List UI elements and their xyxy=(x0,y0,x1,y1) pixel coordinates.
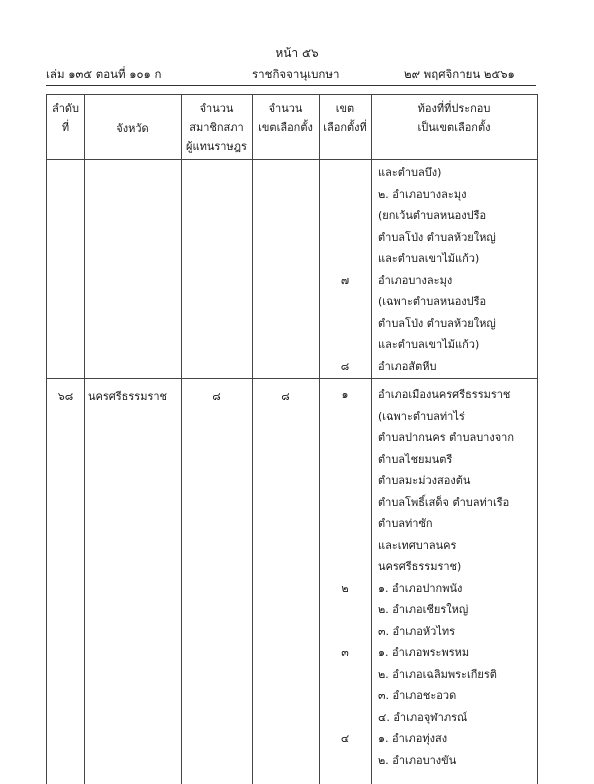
area-line: ตำบลโป่ง ตำบลห้วยใหญ่ xyxy=(378,230,496,244)
district-count: ๘ xyxy=(281,390,290,403)
col-header-area: ท้องที่ที่ประกอบ เป็นเขตเลือกตั้ง xyxy=(417,102,491,134)
area-line: ตำบลไชยมนตรี xyxy=(378,452,453,466)
area-line: (เฉพาะตำบลหนองปรือ xyxy=(378,295,487,308)
area-line: และตำบลเขาไม้แก้ว) xyxy=(378,338,480,351)
page-number: หน้า ๕๖ xyxy=(275,46,319,60)
area-line: ๒. อำเภอเฉลิมพระเกียรติ xyxy=(378,667,497,681)
gazette-volume: เล่ม ๑๓๕ ตอนที่ ๑๐๑ ก xyxy=(46,67,162,81)
area-line: (ยกเว้นตำบลหนองปรือ xyxy=(378,209,487,222)
area-line: ๑. อำเภอทุ่งสง xyxy=(378,732,448,745)
gazette-title: ราชกิจจานุเบกษา xyxy=(252,67,340,81)
header-row-divider xyxy=(47,159,537,160)
col-divider xyxy=(319,95,320,784)
area-line: ๒. อำเภอเชียรใหญ่ xyxy=(378,603,469,616)
header-rule xyxy=(46,85,536,86)
district-number: ๗ xyxy=(340,273,350,287)
area-line: นครศรีธรรมราช) xyxy=(378,560,462,573)
row-divider xyxy=(47,378,537,379)
district-number: ๔ xyxy=(340,732,350,745)
col-divider xyxy=(181,95,182,784)
area-line: ๔. อำเภอจุฬาภรณ์ xyxy=(378,710,468,724)
col-divider xyxy=(252,95,253,784)
district-number: ๘ xyxy=(340,359,350,373)
col-divider xyxy=(371,95,372,784)
area-line: (เฉพาะตำบลท่าไร่ xyxy=(378,409,465,423)
area-line: ตำบลโป่ง ตำบลห้วยใหญ่ xyxy=(378,316,496,330)
area-line: ๑. อำเภอพระพรหม xyxy=(378,646,470,659)
area-line: ตำบลปากนคร ตำบลบางจาก xyxy=(378,431,515,444)
area-line: ๒. อำเภอบางขัน xyxy=(378,753,457,767)
area-line: ตำบลท่าซัก xyxy=(378,517,433,530)
area-line: และเทศบาลนคร xyxy=(378,538,457,552)
area-line: ๑. อำเภอปากพนัง xyxy=(378,581,463,595)
col-header-members: จำนวน สมาชิกสภา ผู้แทนราษฎร xyxy=(186,102,247,153)
col-header-province: จังหวัด xyxy=(116,122,149,135)
district-number: ๒ xyxy=(341,581,349,595)
area-line: และตำบลเขาไม้แก้ว) xyxy=(378,252,480,265)
area-line: ๓. อำเภอชะอวด xyxy=(378,689,457,702)
area-line: ตำบลมะม่วงสองต้น xyxy=(378,474,471,487)
col-header-district-no: เขต เลือกตั้งที่ xyxy=(323,102,367,134)
district-number: ๓ xyxy=(341,646,349,659)
area-line: อำเภอเมืองนครศรีธรรมราช xyxy=(378,388,511,401)
area-line: ตำบลโพธิ์เสด็จ ตำบลท่าเรือ xyxy=(378,495,510,509)
col-divider xyxy=(84,95,85,784)
area-line: ๓. อำเภอหัวไทร xyxy=(378,624,456,638)
area-line: อำเภอบางละมุง xyxy=(378,273,453,287)
gazette-date: ๒๙ พฤศจิกายน ๒๕๖๑ xyxy=(404,67,515,81)
province-name: นครศรีธรรมราช xyxy=(88,390,168,403)
district-number: ๑ xyxy=(341,388,349,401)
area-line: อำเภอสัตหีบ xyxy=(378,359,437,373)
area-line: ๒. อำเภอบางละมุง xyxy=(378,187,467,201)
col-header-order: ลำดับ ที่ xyxy=(51,102,80,134)
province-order: ๖๘ xyxy=(57,390,74,403)
area-line: และตำบลบึง) xyxy=(378,166,442,179)
constituency-table xyxy=(46,94,538,784)
member-count: ๘ xyxy=(212,390,221,403)
col-header-districts: จำนวน เขตเลือกตั้ง xyxy=(258,102,313,134)
